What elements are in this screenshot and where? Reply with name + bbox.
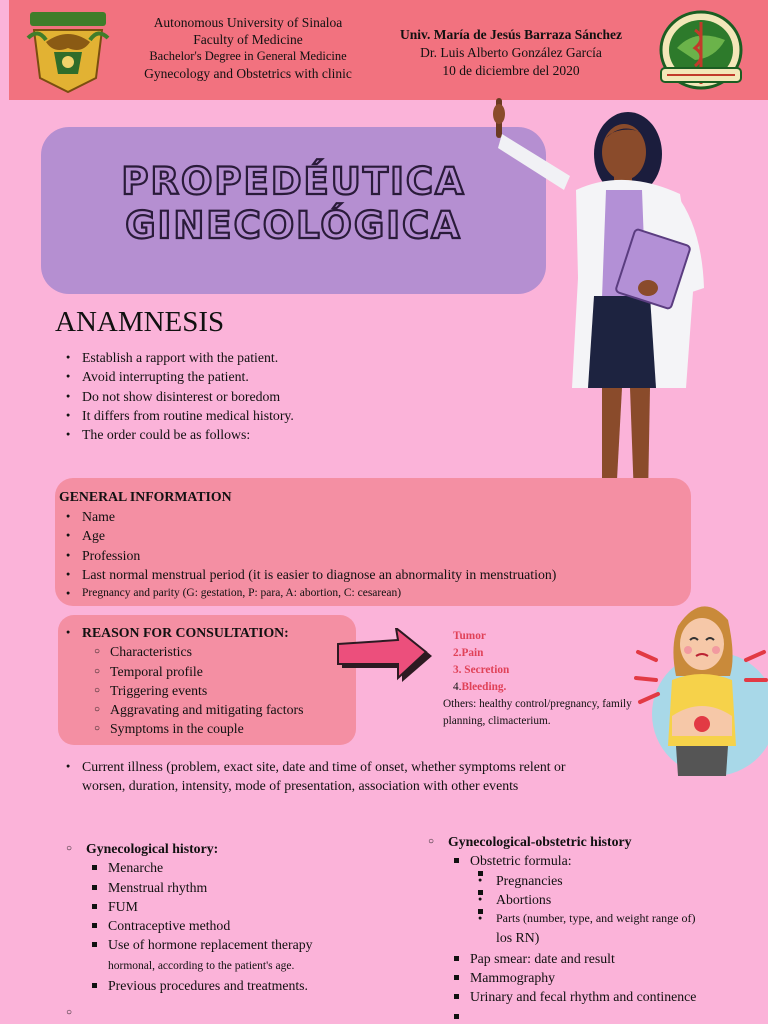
list-item: ● Age xyxy=(54,526,684,545)
arrow-right-icon xyxy=(336,628,436,684)
bleeding-label: Bleeding. xyxy=(461,681,507,693)
list-item: Pap smear: date and result xyxy=(446,949,738,968)
list-item: ○ Symptoms in the couple xyxy=(88,719,354,738)
page-title xyxy=(41,160,546,248)
gyn-obst-list xyxy=(446,851,738,1006)
symptoms-block xyxy=(443,628,633,730)
header-teacher: Dr. Luis Alberto González García xyxy=(420,45,602,60)
list-item: ● Pregnancy and parity (G: gestation, P: para, A: abortion, C: cesarean) xyxy=(54,584,684,603)
anamnesis-heading: ANAMNESIS xyxy=(55,306,225,338)
reason-title-item xyxy=(54,623,354,739)
list-item xyxy=(470,909,738,949)
list-item: ● Establish a rapport with the patient. xyxy=(54,348,454,367)
general-info-list xyxy=(54,507,684,603)
symptom-item-bleeding xyxy=(443,679,633,696)
list-item: Urinary and fecal rhythm and continence xyxy=(446,987,738,1006)
list-item: FUM xyxy=(84,897,386,916)
list-item: Menstrual rhythm xyxy=(84,878,386,897)
gyn-obst-title: ○ Gynecological-obstetric history xyxy=(428,832,738,851)
list-item: ● Profession xyxy=(54,546,684,565)
list-item-text: Parts (number, type, and weight range of) xyxy=(496,911,696,926)
header-student: Univ. María de Jesús Barraza Sánchez xyxy=(400,27,622,42)
title-line-2: GINECOLÓGICA xyxy=(125,204,462,247)
list-item-text-cont: hormonal, according to the patient's age. xyxy=(108,959,295,972)
list-item: ● Pregnancies xyxy=(470,871,738,890)
reason-sublist xyxy=(88,642,354,738)
list-item: Mammography xyxy=(446,968,738,987)
reason-title: REASON FOR CONSULTATION: xyxy=(82,625,289,640)
gyn-obst-section xyxy=(428,832,738,1007)
reason-list xyxy=(54,623,354,739)
obstetric-formula-sublist xyxy=(470,871,738,949)
symptom-item: 3. Secretion xyxy=(453,664,510,676)
university-logo xyxy=(24,8,112,96)
current-illness-list xyxy=(54,757,594,796)
list-item: ● Avoid interrupting the patient. xyxy=(54,367,454,386)
anamnesis-list xyxy=(54,348,454,444)
symptom-item: 2.Pain xyxy=(453,647,484,659)
general-info-title: GENERAL INFORMATION xyxy=(59,489,232,504)
list-item: ○ Temporal profile xyxy=(88,662,354,681)
patient-illustration xyxy=(632,596,768,776)
header-university: Autonomous University of Sinaloa xyxy=(153,15,343,30)
header-left-text xyxy=(128,14,368,82)
obstetric-formula-item xyxy=(446,851,738,948)
list-item: ● Current illness (problem, exact site, date and time of onset, whether symptoms relent or worsen, duration, intensity, mode of presentation, association with other events xyxy=(54,757,594,796)
header-faculty: Faculty of Medicine xyxy=(193,32,303,47)
header-degree: Bachelor's Degree in General Medicine xyxy=(149,49,347,63)
bleeding-prefix: 4. xyxy=(453,681,462,693)
list-item: Contraceptive method xyxy=(84,916,386,935)
list-item: ○ Characteristics xyxy=(88,642,354,661)
doctor-illustration xyxy=(490,98,720,538)
list-item-text: Use of hormone replacement therapy xyxy=(108,937,313,953)
faculty-seal-logo xyxy=(655,8,747,96)
list-item: ● The order could be as follows: xyxy=(54,425,454,444)
list-item: Previous procedures and treatments. xyxy=(84,976,386,995)
list-item: ○ Aggravating and mitigating factors xyxy=(88,700,354,719)
list-item: ● Name xyxy=(54,507,684,526)
gyn-history-section xyxy=(66,839,386,1003)
list-item: ○ Triggering events xyxy=(88,681,354,700)
header-course: Gynecology and Obstetrics with clinic xyxy=(144,66,352,81)
list-item xyxy=(84,935,386,976)
list-item: ● It differs from routine medical history. xyxy=(54,406,454,425)
symptom-item: Tumor xyxy=(453,630,486,642)
obstetric-formula-label: Obstetric formula: xyxy=(470,853,572,869)
list-item: ● Last normal menstrual period (it is easier to diagnose an abnormality in menstruation) xyxy=(54,565,684,584)
header-right-text xyxy=(382,26,640,80)
title-line-1: PROPEDÉUTICA xyxy=(121,160,466,203)
gyn-history-title: ○ Gynecological history: xyxy=(66,839,386,858)
symptoms-others: Others: healthy control/pregnancy, family planning, climacterium. xyxy=(443,698,632,727)
list-item: ● Abortions xyxy=(470,890,738,909)
list-item-text-cont: los RN) xyxy=(496,930,540,946)
list-item: Menarche xyxy=(84,858,386,877)
header-date: 10 de diciembre del 2020 xyxy=(442,63,580,78)
list-item: ● Do not show disinterest or boredom xyxy=(54,387,454,406)
gyn-history-list xyxy=(84,858,386,995)
